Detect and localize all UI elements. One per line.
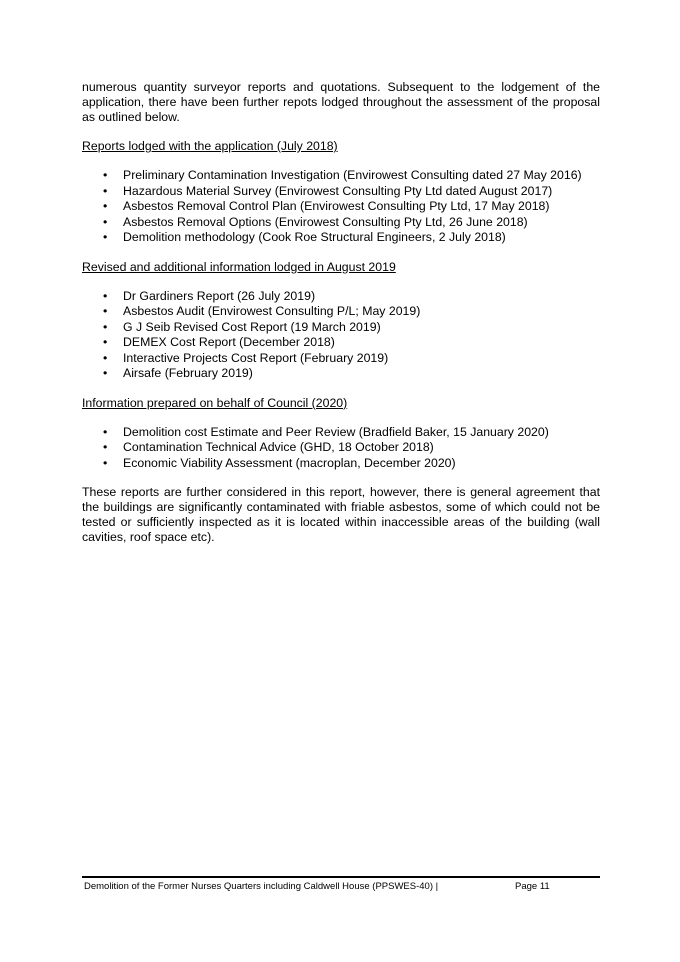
list-item: • Demolition cost Estimate and Peer Review (Bradfield Baker, 15 January 2020) (103, 424, 549, 439)
list-item: • Asbestos Audit (Envirowest Consulting P/L; May 2019) (103, 304, 421, 318)
section-heading-council-information: Information prepared on behalf of Council (2020) (82, 395, 348, 410)
bullet-icon: • (103, 319, 108, 334)
list-item: • G J Seib Revised Cost Report (19 March 2019) (103, 319, 381, 334)
document-body (82, 80, 600, 545)
footer-document-title: Demolition of the Former Nurses Quarters including Caldwell House (PPSWES-40) | (84, 881, 439, 892)
bullet-icon: • (103, 214, 108, 229)
bullet-icon: • (103, 199, 108, 213)
footer-divider (82, 876, 600, 878)
application-reports-list (82, 168, 600, 246)
list-item: • Contamination Technical Advice (GHD, 18 October 2018) (103, 440, 434, 454)
bullet-icon: • (103, 366, 108, 380)
bullet-icon: • (103, 183, 108, 198)
bullet-icon: • (103, 304, 108, 318)
list-item: • Demolition methodology (Cook Roe Structural Engineers, 2 July 2018) (103, 230, 506, 244)
bullet-icon: • (103, 168, 108, 182)
bullet-icon: • (103, 424, 108, 439)
section-heading-revised-information: Revised and additional information lodged in August 2019 (82, 259, 396, 274)
bullet-icon: • (103, 230, 108, 244)
bullet-icon: • (103, 335, 108, 349)
list-item: • Dr Gardiners Report (26 July 2019) (103, 288, 316, 303)
bullet-icon: • (103, 455, 108, 470)
list-item: • Interactive Projects Cost Report (February 2019) (103, 350, 389, 365)
list-item: • Asbestos Removal Control Plan (Envirowest Consulting Pty Ltd, 17 May 2018) (103, 199, 550, 213)
list-item: • Asbestos Removal Options (Envirowest Consulting Pty Ltd, 26 June 2018) (103, 214, 528, 229)
bullet-icon: • (103, 288, 108, 303)
list-item: • Hazardous Material Survey (Envirowest Consulting Pty Ltd dated August 2017) (103, 183, 553, 198)
bullet-icon: • (103, 350, 108, 365)
intro-paragraph: numerous quantity surveyor reports and quotations. Subsequent to the lodgement of the application, there have been further repots lodged throughout the assessment of the proposal as outlined below. (82, 80, 600, 124)
closing-paragraph: These reports are further considered in this report, however, there is general agreement that the buildings are significantly contaminated with friable asbestos, some of which could not be tested or sufficiently inspected as it is located within inaccessible areas of the building (wall cavities, roof space etc). (82, 485, 600, 544)
list-item: • Preliminary Contamination Investigation (Envirowest Consulting dated 27 May 2016) (103, 168, 582, 182)
list-item: • Airsafe (February 2019) (103, 366, 253, 380)
section-heading-application-reports: Reports lodged with the application (July 2018) (82, 139, 338, 153)
list-item: • DEMEX Cost Report (December 2018) (103, 335, 335, 349)
council-information-list (82, 425, 600, 472)
list-item: • Economic Viability Assessment (macroplan, December 2020) (103, 455, 456, 470)
footer-page-number: Page 11 (515, 881, 550, 892)
revised-information-list (82, 289, 600, 382)
bullet-icon: • (103, 440, 108, 454)
